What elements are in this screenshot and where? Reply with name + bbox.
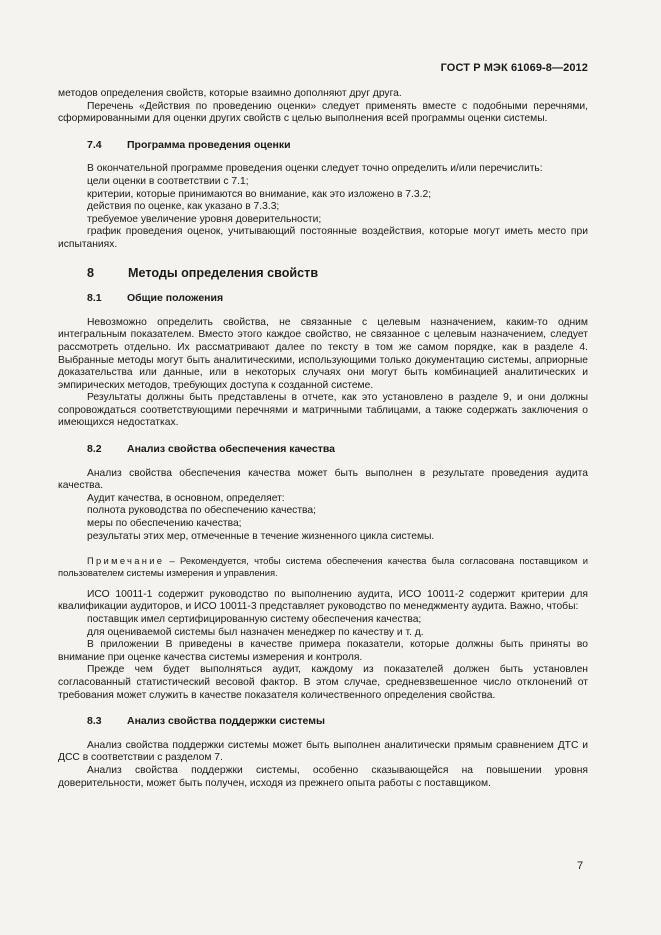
section-heading-7-4 [58,139,588,152]
list-item: действия по оценке, как указано в 7.3.3; [87,201,280,213]
section-heading-8-3 [58,715,588,728]
section-number: 8.2 [87,443,102,456]
section-title: Общие положения [127,292,224,305]
paragraph: В приложении В приведены в качестве примера показатели, которые должны быть приняты во внимание при оценке качества системы измерения и контроля. [58,639,588,663]
note [58,555,588,579]
paragraph: Невозможно определить свойства, не связанные с целевым назначением, каким-то одним интегральным показателем. Вместо этого каждое свойство, не связанное с целевым назначением, следует рассмотреть отдельно. Их рассматривают далее по тексту в том же самом порядке, как в разделе 4. Выбранные методы могут быть аналитическими, использующими только документацию системы, априорные доказательства или данные, или в некоторых случаях они могут быть комбинацией аналитических и эмпирических методов, требующих доступа к созданной системе. [58,316,588,391]
section-title: Методы определения свойств [128,265,319,280]
section-number: 7.4 [87,138,102,151]
paragraph: ИСО 10011-1 содержит руководство по выполнению аудита, ИСО 10011-2 содержит критерии для квалификации аудиторов, и ИСО 10011-3 представляет руководство по менеджменту аудита. Важно, чтобы: [58,588,588,613]
section-title: Анализ свойства обеспечения качества [127,443,336,456]
section-number: 8.1 [87,292,102,305]
note-label: Примечание [87,555,165,567]
list-item: цели оценки в соответствии с 7.1; [87,175,249,187]
paragraph: Анализ свойства обеспечения качества может быть выполнен в результате проведения аудита качества. [58,467,588,492]
paragraph: В окончательной программе проведения оценки следует точно определить и/или перечислить: [87,163,543,175]
paragraph: Перечень «Действия по проведению оценки» следует применять вместе с подобными перечнями, сформированными для оценки других свойств с целью выполнения всей программы оценки системы. [58,100,588,125]
paragraph: график проведения оценок, учитывающий постоянные воздействия, которые могут иметь место при испытаниях. [58,226,588,250]
section-number: 8.3 [87,715,102,728]
list-item: полнота руководства по обеспечению качества; [87,505,316,517]
section-number: 8 [87,265,95,280]
list-item: критерии, которые принимаются во внимание, как это изложено в 7.3.2; [87,188,432,200]
list-item: меры по обеспечению качества; [87,518,242,530]
paragraph: Результаты должны быть представлены в отчете, как это установлено в разделе 9, и они должны сопровождаться соответствующими перечнями и матричными таблицами, а также содержать заключения о имеющихся недостатках. [58,392,588,429]
paragraph: Прежде чем будет выполняться аудит, каждому из показателей должен быть установлен согласованный статистический весовой фактор. В этом случае, средневзвешенное число отклонений от требования может служить в качестве показателя количественного определения свойства. [58,664,588,701]
paragraph: Анализ свойства поддержки системы может быть выполнен аналитически прямым сравнением ДТС и ДСС в соответствии с разделом 7. [58,739,588,764]
document-body [58,88,588,790]
note-text: Рекомендуется, чтобы система обеспечения качества была согласована поставщиком и пользователем системы измерения и управления. [58,555,588,579]
section-heading-8-1 [58,292,588,305]
note-dash: – [169,555,175,567]
paragraph: Анализ свойства поддержки системы, особенно сказывающейся на повышении уровня доверительности, может быть получен, исходя из прежнего опыта работы с поставщиком. [58,764,588,789]
page-number: 7 [577,860,584,872]
list-item: Аудит качества, в основном, определяет: [87,492,285,504]
section-title: Анализ свойства поддержки системы [127,715,325,728]
document-header: ГОСТ Р МЭК 61069-8—2012 [440,62,588,74]
section-heading-8-2 [58,443,588,456]
list-item: результаты этих мер, отмеченные в течение жизненного цикла системы. [87,530,435,542]
list-item: поставщик имел сертифицированную систему обеспечения качества; [87,614,422,625]
paragraph: методов определения свойств, которые взаимно дополняют друг друга. [58,88,402,99]
section-title: Программа проведения оценки [127,138,291,151]
list-item: для оцениваемой системы был назначен менеджер по качеству и т. д. [87,626,424,638]
section-heading-8 [58,267,588,280]
list-item: требуемое увеличение уровня доверительности; [87,213,322,225]
